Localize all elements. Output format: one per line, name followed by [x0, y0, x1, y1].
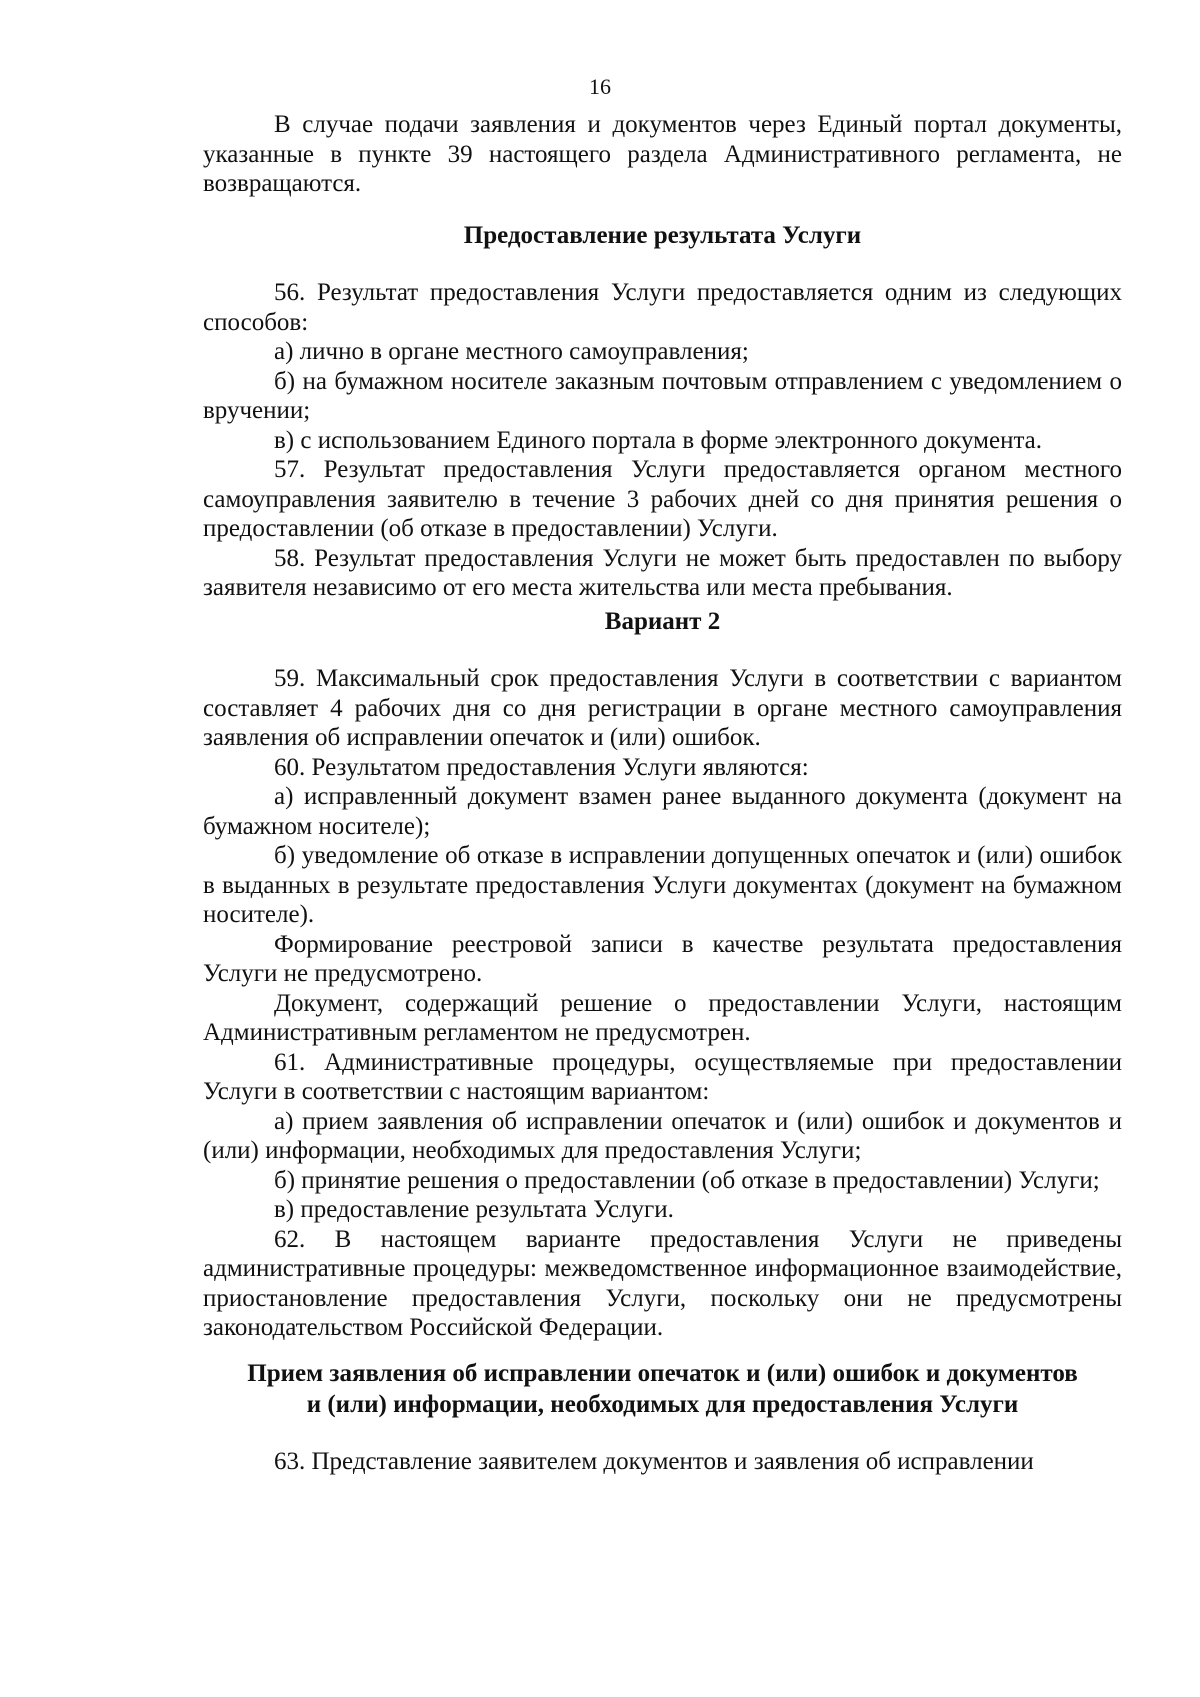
result-section: [203, 278, 1122, 603]
page-number: 16: [589, 74, 611, 99]
heading-variant-section: [203, 606, 1122, 637]
paragraph-59: 59. Максимальный срок предоставления Услуги в соответствии с вариантом составляет 4 рабочих дня со дня регистрации в органе местного самоуправления заявления об исправлении опечаток и (или) ошибок.: [203, 665, 1122, 751]
list-item-56a: а) лично в органе местного самоуправления;: [274, 338, 749, 365]
heading-reception-section: [203, 1358, 1122, 1420]
list-item-60a: а) исправленный документ взамен ранее выданного документа (документ на бумажном носителе);: [203, 783, 1122, 840]
heading-variant: Вариант 2: [604, 608, 721, 635]
list-item-61c: в) предоставление результата Услуги.: [274, 1196, 674, 1223]
paragraph-57: 57. Результат предоставления Услуги предоставляется органом местного самоуправления заявителю в течение 3 рабочих дней со дня принятия решения о предоставлении (об отказе в предоставлении) Услуги.: [203, 456, 1122, 542]
list-item-56c: в) с использованием Единого портала в форме электронного документа.: [274, 426, 1043, 454]
paragraph-63: 63. Представление заявителем документов и заявления об исправлении: [274, 1448, 1034, 1475]
reception-section: [203, 1447, 1122, 1477]
intro-paragraph: В случае подачи заявления и документов через Единый портал документы, указанные в пункте 39 настоящего раздела Административного регламента, не возвращаются.: [203, 111, 1122, 197]
list-item-60b: б) уведомление об отказе в исправлении допущенных опечаток и (или) ошибок в выданных в результате предоставления Услуги документах (документ на бумажном носителе).: [203, 842, 1122, 928]
paragraph-document: Документ, содержащий решение о предоставлении Услуги, настоящим Административным регламентом не предусмотрен.: [203, 989, 1122, 1046]
list-item-61a: а) прием заявления об исправлении опечаток и (или) ошибок и документов и (или) информации, необходимых для предоставления Услуги;: [203, 1107, 1122, 1164]
paragraph-56: 56. Результат предоставления Услуги предоставляется одним из следующих способов:: [203, 279, 1122, 336]
paragraph-58: 58. Результат предоставления Услуги не может быть предоставлен по выбору заявителя независимо от его места жительства или места пребывания.: [203, 544, 1122, 601]
heading-result-section: [203, 220, 1122, 251]
paragraph-61: 61. Административные процедуры, осуществляемые при предоставлении Услуги в соответствии с настоящим вариантом:: [203, 1048, 1122, 1105]
intro-section: [203, 110, 1122, 199]
list-item-56b: б) на бумажном носителе заказным почтовым отправлением с уведомлением о вручении;: [203, 367, 1122, 424]
paragraph-60: 60. Результатом предоставления Услуги являются:: [274, 753, 809, 781]
variant-section: [203, 664, 1122, 1343]
paragraph-62: 62. В настоящем варианте предоставления Услуги не приведены административные процедуры: межведомственное информационное взаимодействие, приостановление предоставления Услуги, поскольку они не предусмотрены законодательством Российской Федерации.: [203, 1225, 1122, 1341]
heading-reception-line1: Прием заявления об исправлении опечаток и (или) ошибок и документов: [247, 1360, 1078, 1387]
heading-reception-line2: и (или) информации, необходимых для предоставления Услуги: [306, 1391, 1019, 1418]
heading-result: Предоставление результата Услуги: [463, 222, 862, 249]
list-item-61b: б) принятие решения о предоставлении (об отказе в предоставлении) Услуги;: [274, 1166, 1100, 1194]
paragraph-registry: Формирование реестровой записи в качестве результата предоставления Услуги не предусмотрено.: [203, 930, 1122, 987]
